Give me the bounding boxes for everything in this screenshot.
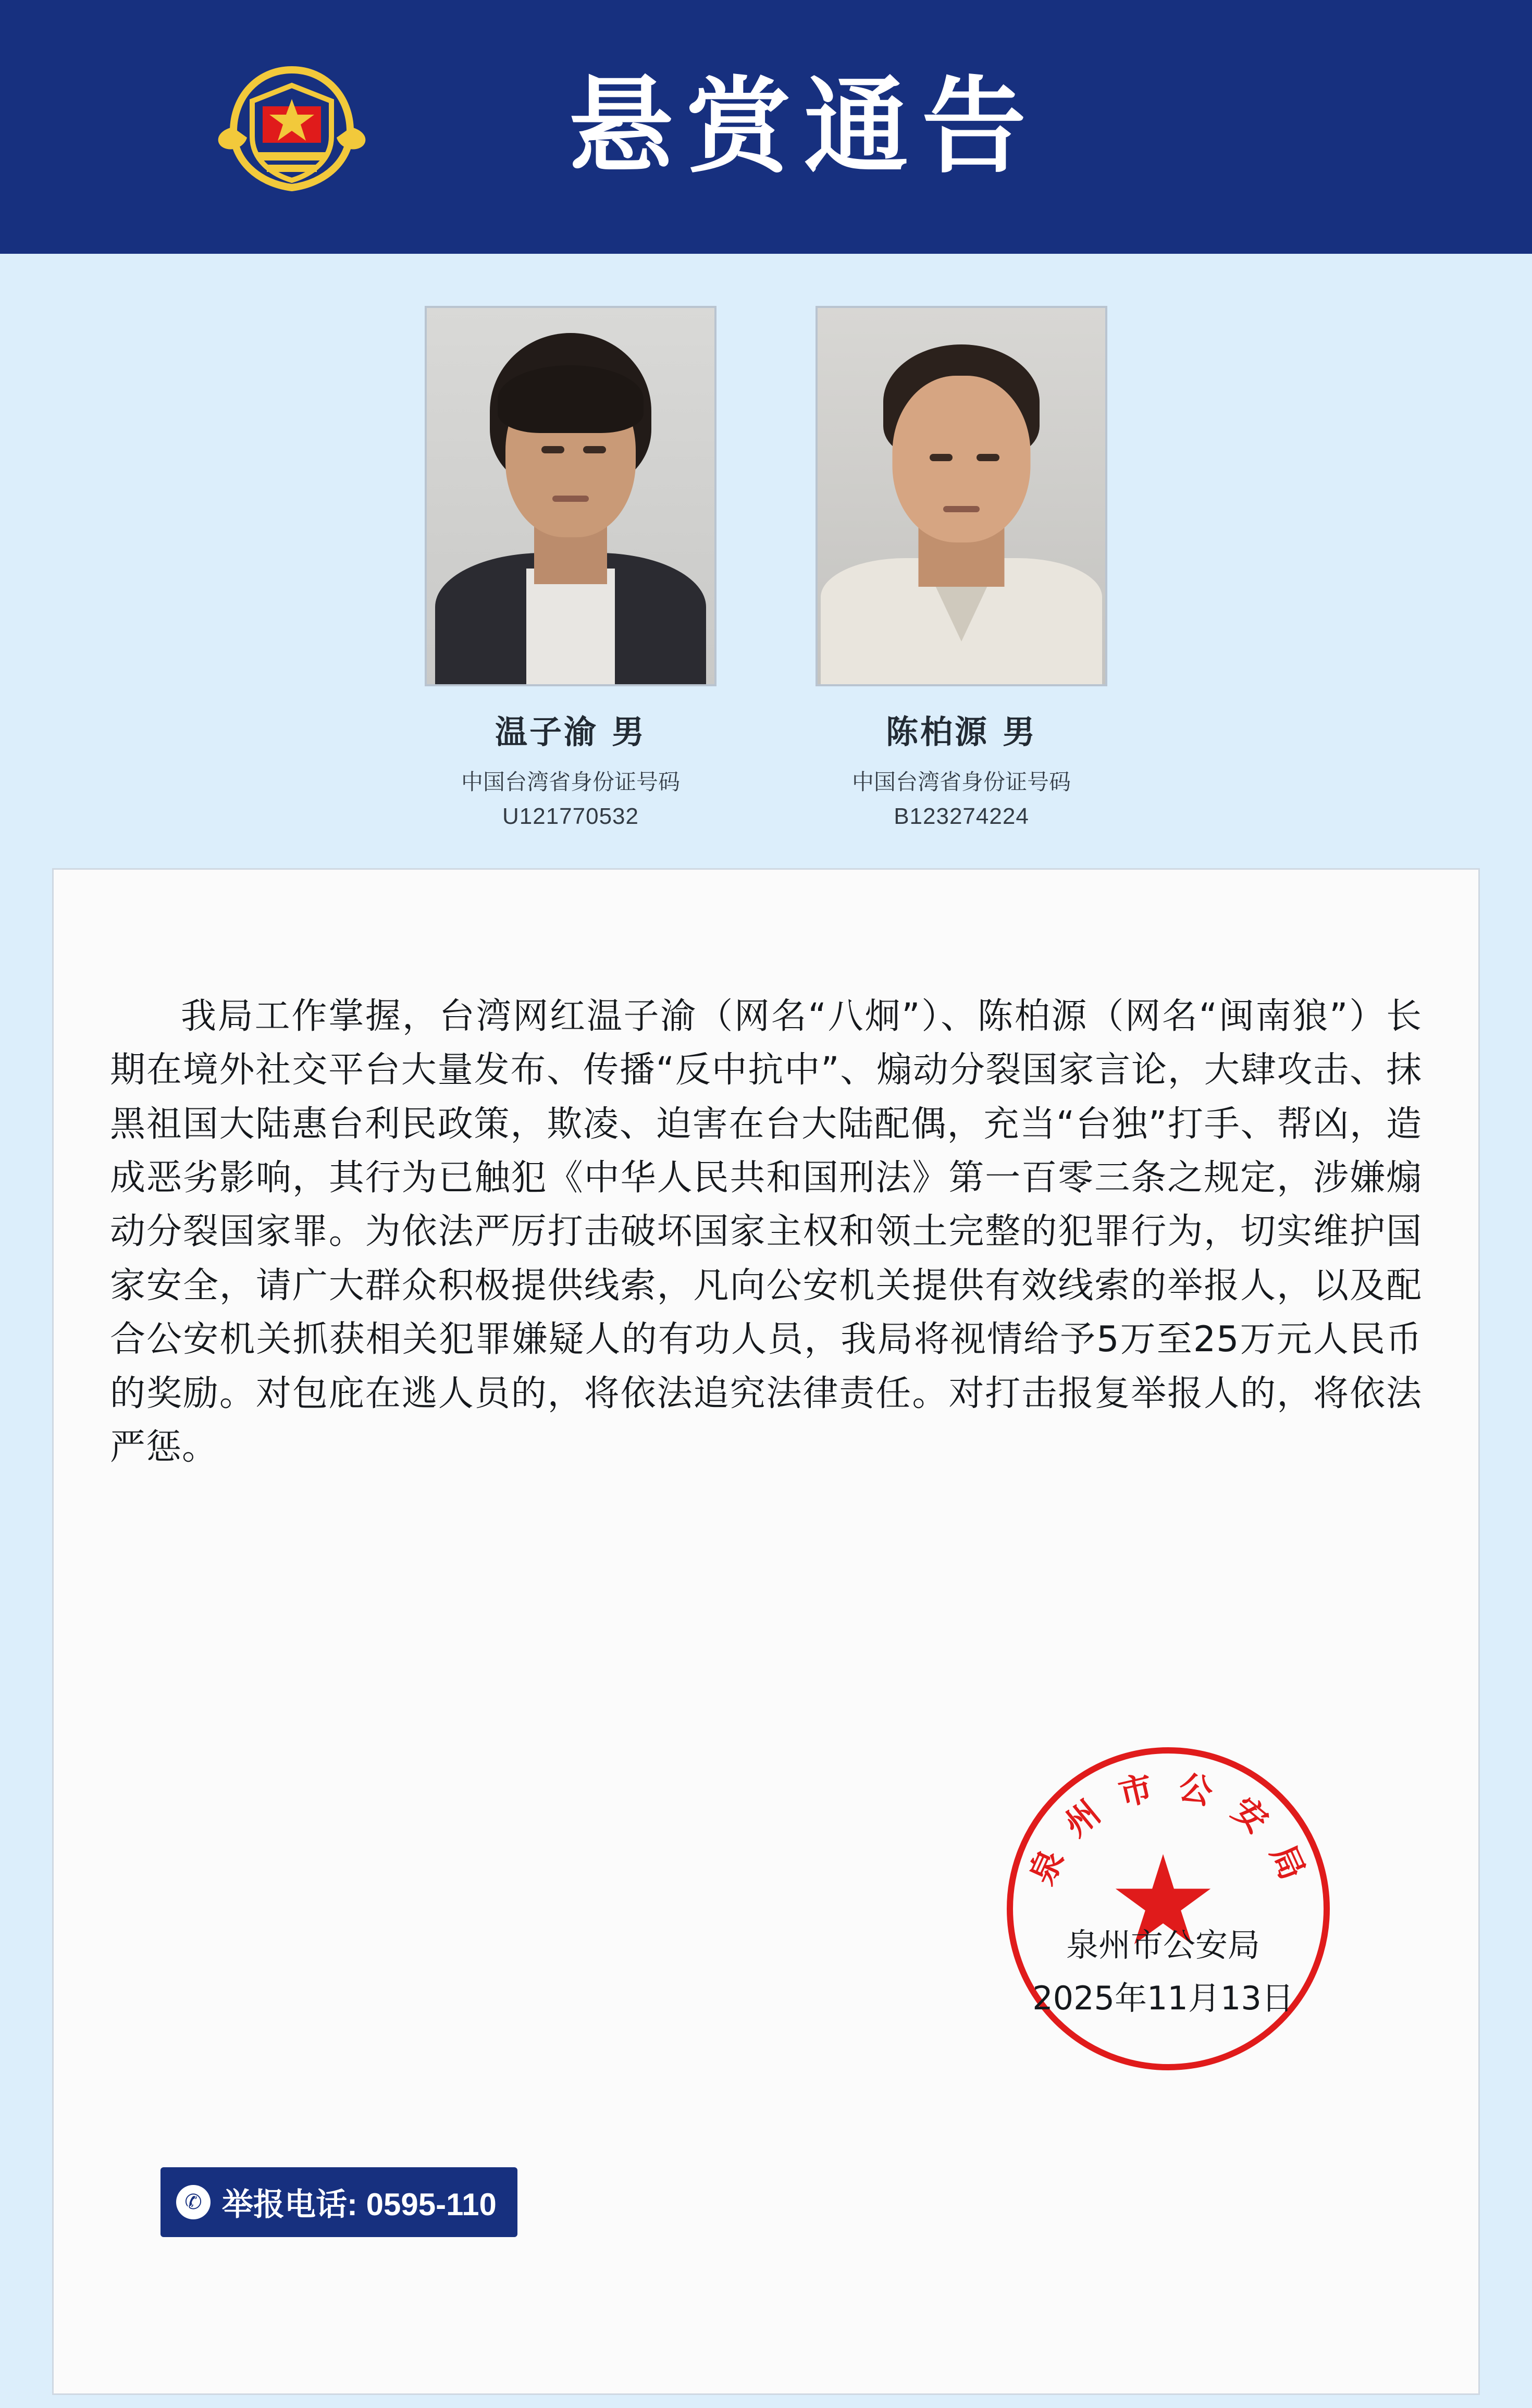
- suspect-id-number: B123274224: [894, 804, 1029, 829]
- suspect-photo-2: [816, 306, 1107, 686]
- poster-header: [0, 0, 1532, 254]
- suspect-card: [425, 306, 716, 830]
- suspect-name-text: 温子渝: [495, 714, 598, 750]
- suspect-name-text: 陈柏源: [885, 714, 989, 750]
- notice-body-text: 我局工作掌握，台湾网红温子渝（网名“八炯”）、陈柏源（网名“闽南狼”）长期在境外社交平台大量发布、传播“反中抗中”、煽动分裂国家言论，大肆攻击、抹黑祖国大陆惠台利民政策，欺凌、迫害在台大陆配偶，充当“台独”打手、帮凶，造成恶劣影响，其行为已触犯《中华人民共和国刑法》第一百零三条之规定，涉嫌煽动分裂国家罪。为依法严厉打击破坏国家主权和领土完整的犯罪行为，切实维护国家安全，请广大群众积极提供线索，凡向公安机关提供有效线索的举报人，以及配合公安机关抓获相关犯罪嫌疑人的有功人员，我局将视情给予5万至25万元人民币的奖励。对包庇在逃人员的，将依法追究法律责任。对打击报复举报人的，将依法严惩。: [110, 996, 1422, 1468]
- suspect-photo-1: [425, 306, 716, 686]
- suspect-list: [0, 254, 1532, 830]
- suspect-name: [816, 706, 1107, 752]
- suspect-gender: 男: [612, 714, 647, 750]
- suspect-id-number: U121770532: [502, 804, 639, 829]
- phone-icon: ✆: [176, 2185, 211, 2219]
- report-hotline-badge[interactable]: [160, 2167, 517, 2237]
- suspect-id-label: 中国台湾省身份证号码: [461, 770, 680, 794]
- police-emblem-icon: [208, 49, 375, 205]
- notice-card: [52, 868, 1480, 2395]
- official-seal: [960, 1747, 1366, 2081]
- suspect-id-label: 中国台湾省身份证号码: [851, 770, 1071, 794]
- page-title: 悬赏通告: [568, 66, 1040, 188]
- suspect-gender: 男: [1003, 714, 1037, 750]
- seal-date: 2025年11月13日: [1032, 1979, 1294, 2017]
- suspect-name: [425, 706, 716, 752]
- report-hotline-label: 举报电话: 0595-110: [222, 2187, 497, 2222]
- svg-text:泉 州 市 公 安 局: 泉 州 市 公 安 局: [1022, 1768, 1314, 1891]
- seal-organization: 泉州市公安局: [1066, 1926, 1260, 1964]
- suspect-card: [816, 306, 1107, 830]
